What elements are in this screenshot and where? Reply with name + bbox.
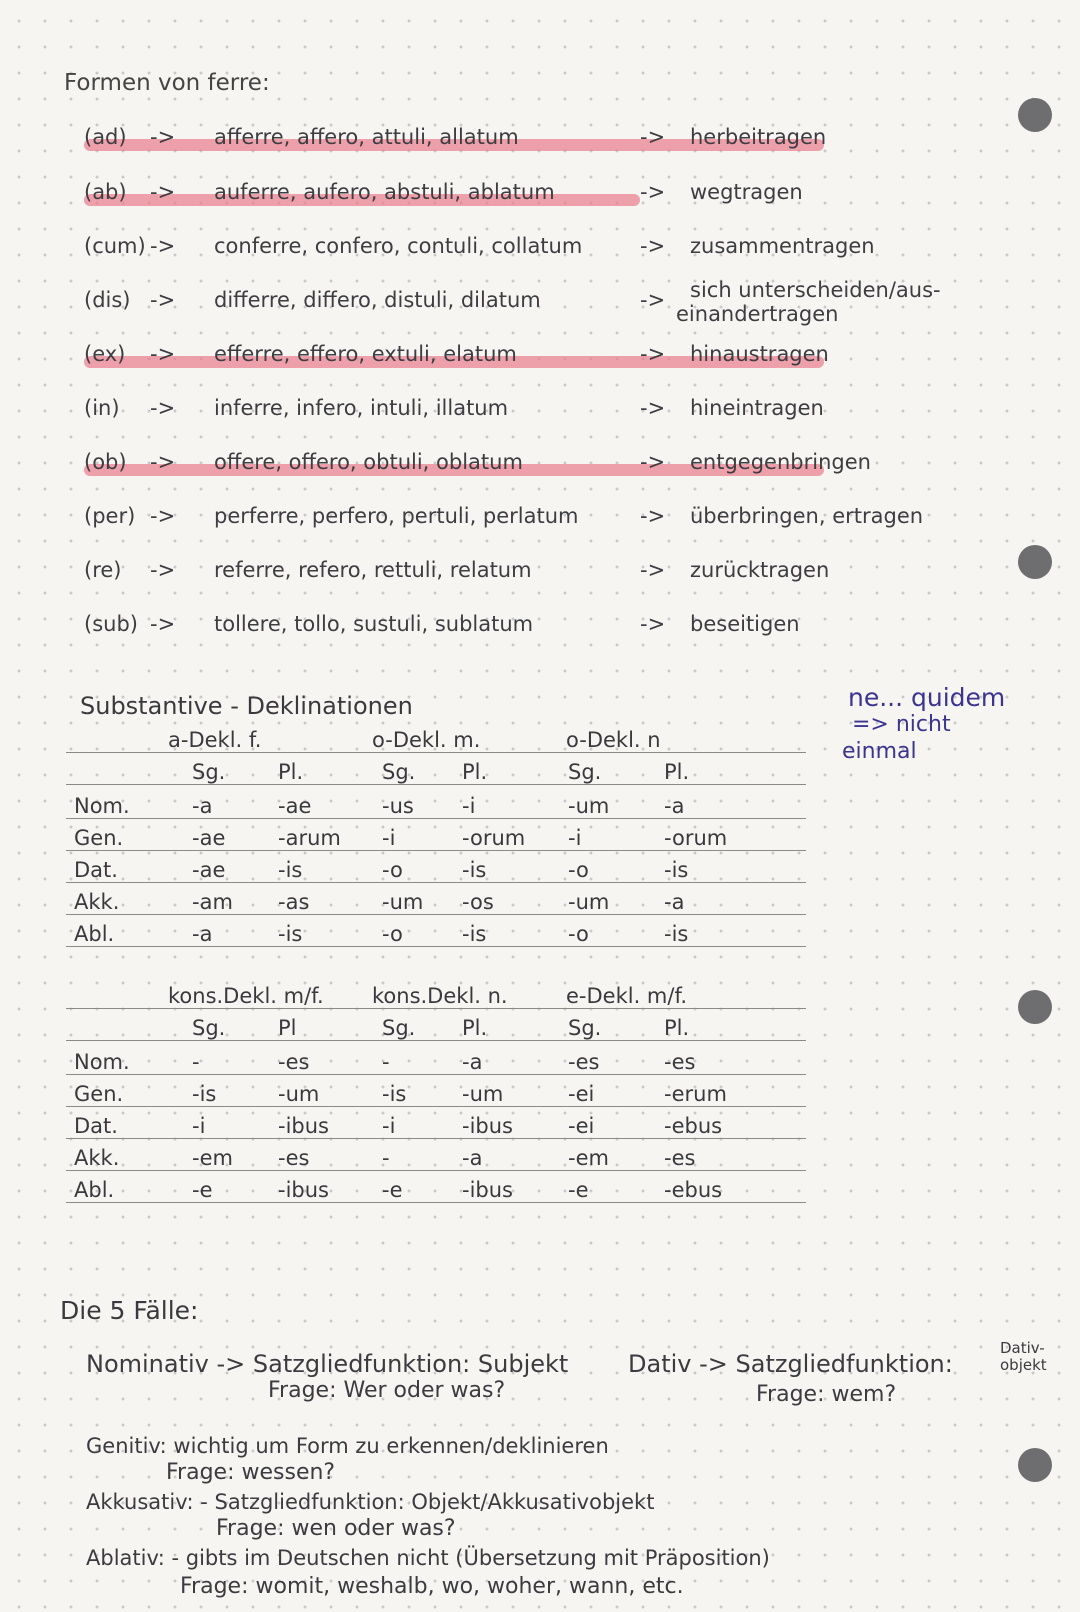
form-prefix: (sub) — [84, 612, 138, 636]
table-ending: -is — [664, 858, 689, 882]
arrow-icon: -> — [150, 558, 176, 582]
table-case-label: Dat. — [74, 858, 118, 882]
table-ending: -ibus — [462, 1178, 513, 1202]
arrow-icon: -> — [640, 450, 666, 474]
form-translation: wegtragen — [690, 180, 803, 204]
form-translation: hinaustragen — [690, 342, 829, 366]
binder-hole — [1018, 990, 1052, 1024]
table-case-label: Akk. — [74, 890, 120, 914]
form-principal-parts: auferre, aufero, abstuli, ablatum — [214, 180, 555, 204]
table-group-header: o-Dekl. n — [566, 728, 661, 752]
form-row — [84, 117, 1014, 157]
table-ending: -o — [382, 858, 403, 882]
form-row — [84, 496, 1014, 536]
form-principal-parts: perferre, perfero, pertuli, perlatum — [214, 504, 579, 528]
table-ending: -ae — [192, 826, 226, 850]
arrow-icon: -> — [640, 558, 666, 582]
case-akkusativ-question: Frage: wen oder was? — [216, 1516, 456, 1541]
table-rule — [66, 1074, 806, 1075]
form-row — [84, 172, 1014, 212]
table-ending: -i — [382, 826, 396, 850]
table-ending: -ae — [192, 858, 226, 882]
table-ending: -ibus — [278, 1178, 329, 1202]
form-prefix: (ob) — [84, 450, 127, 474]
table-ending: -is — [462, 858, 487, 882]
form-principal-parts: conferre, confero, contuli, collatum — [214, 234, 583, 258]
cases-heading: Die 5 Fälle: — [60, 1296, 199, 1325]
table-ending: -arum — [278, 826, 341, 850]
case-nominativ-question: Frage: Wer oder was? — [268, 1378, 506, 1403]
arrow-icon: -> — [150, 612, 176, 636]
form-prefix: (ex) — [84, 342, 126, 366]
table-rule — [66, 1202, 806, 1203]
table-number-header: Sg. — [382, 760, 416, 784]
form-translation: sich unterscheiden/aus- — [690, 278, 941, 302]
table-number-header: Pl — [278, 1016, 297, 1040]
table-rule — [66, 1106, 806, 1107]
table-ending: -ebus — [664, 1114, 723, 1138]
form-row — [84, 334, 1014, 374]
table-ending: -orum — [462, 826, 526, 850]
arrow-icon: -> — [150, 342, 176, 366]
form-row — [84, 442, 1014, 482]
table-ending: -es — [664, 1050, 696, 1074]
form-prefix: (cum) — [84, 234, 146, 258]
form-translation: entgegenbringen — [690, 450, 871, 474]
table-ending: -orum — [664, 826, 728, 850]
form-prefix: (re) — [84, 558, 122, 582]
form-prefix: (in) — [84, 396, 120, 420]
table-ending: -a — [462, 1050, 483, 1074]
table-case-label: Gen. — [74, 826, 124, 850]
table-ending: -ibus — [462, 1114, 513, 1138]
table-ending: -um — [278, 1082, 320, 1106]
table-ending: -am — [192, 890, 233, 914]
table-ending: -os — [462, 890, 494, 914]
table-rule — [66, 946, 806, 947]
form-row — [84, 604, 1014, 644]
table-ending: -is — [462, 922, 487, 946]
table-ending: -um — [462, 1082, 504, 1106]
arrow-icon: -> — [640, 180, 666, 204]
form-principal-parts: differre, differo, distuli, dilatum — [214, 288, 541, 312]
table-number-header: Pl. — [278, 760, 304, 784]
table-ending: -um — [382, 890, 424, 914]
table-rule — [66, 850, 806, 851]
table-number-header: Sg. — [192, 1016, 226, 1040]
table-ending: -em — [192, 1146, 233, 1170]
table-ending: -e — [568, 1178, 589, 1202]
arrow-icon: -> — [150, 504, 176, 528]
table-ending: -i — [192, 1114, 206, 1138]
table-case-label: Nom. — [74, 794, 130, 818]
table-ending: -e — [192, 1178, 213, 1202]
table-case-label: Abl. — [74, 922, 115, 946]
table-rule — [66, 1008, 806, 1009]
form-row — [84, 388, 1014, 428]
form-translation: herbeitragen — [690, 125, 827, 149]
binder-hole — [1018, 1448, 1052, 1482]
table-group-header: kons.Dekl. m/f. — [168, 984, 324, 1008]
table-rule — [66, 784, 806, 785]
table-ending: -a — [664, 794, 685, 818]
form-principal-parts: offere, offero, obtuli, oblatum — [214, 450, 523, 474]
table-ending: -um — [568, 890, 610, 914]
table-case-label: Dat. — [74, 1114, 118, 1138]
form-principal-parts: referre, refero, rettuli, relatum — [214, 558, 532, 582]
case-ablativ-question: Frage: womit, weshalb, wo, woher, wann, etc. — [180, 1574, 684, 1599]
table-ending: -a — [462, 1146, 483, 1170]
table-rule — [66, 818, 806, 819]
case-genitiv-question: Frage: wessen? — [166, 1460, 336, 1485]
table-rule — [66, 1138, 806, 1139]
table-case-label: Gen. — [74, 1082, 124, 1106]
table-ending: -em — [568, 1146, 609, 1170]
arrow-icon: -> — [640, 234, 666, 258]
form-translation-cont: einandertragen — [676, 302, 839, 326]
table-ending: -us — [382, 794, 414, 818]
table-case-label: Akk. — [74, 1146, 120, 1170]
table-group-header: o-Dekl. m. — [372, 728, 481, 752]
table-ending: -a — [192, 922, 213, 946]
table-rule — [66, 752, 806, 753]
form-prefix: (per) — [84, 504, 136, 528]
table-ending: -ae — [278, 794, 312, 818]
table-number-header: Sg. — [382, 1016, 416, 1040]
form-translation: überbringen, ertragen — [690, 504, 924, 528]
table-ending: -ei — [568, 1114, 595, 1138]
side-note-line: ne... quidem — [848, 683, 1006, 712]
form-prefix: (dis) — [84, 288, 131, 312]
table-ending: -ebus — [664, 1178, 723, 1202]
table-ending: -i — [462, 794, 476, 818]
arrow-icon: -> — [150, 396, 176, 420]
table-ending: -is — [278, 922, 303, 946]
side-note-line: => nicht — [852, 712, 951, 737]
table-group-header: a-Dekl. f. — [168, 728, 262, 752]
binder-hole — [1018, 545, 1052, 579]
table-ending: - — [382, 1146, 390, 1170]
table-rule — [66, 914, 806, 915]
table-number-header: Pl. — [664, 1016, 690, 1040]
table-number-header: Sg. — [568, 1016, 602, 1040]
page-title: Formen von ferre: — [64, 70, 270, 96]
table-ending: -is — [664, 922, 689, 946]
table-ending: - — [382, 1050, 390, 1074]
case-dativ-question: Frage: wem? — [756, 1382, 897, 1407]
form-translation: zusammentragen — [690, 234, 875, 258]
table-group-header: kons.Dekl. n. — [372, 984, 508, 1008]
table-rule — [66, 1040, 806, 1041]
case-dativ: Dativ -> Satzgliedfunktion: — [628, 1350, 953, 1378]
form-row — [84, 550, 1014, 590]
binder-hole — [1018, 98, 1052, 132]
case-akkusativ: Akkusativ: - Satzgliedfunktion: Objekt/Akkusativobjekt — [86, 1490, 655, 1514]
side-note — [842, 683, 1006, 765]
arrow-icon: -> — [150, 125, 176, 149]
form-translation: hineintragen — [690, 396, 824, 420]
arrow-icon: -> — [150, 180, 176, 204]
form-principal-parts: inferre, infero, intuli, illatum — [214, 396, 509, 420]
table-ending: -es — [568, 1050, 600, 1074]
table-ending: -o — [568, 858, 589, 882]
arrow-icon: -> — [640, 342, 666, 366]
declension-heading: Substantive - Deklinationen — [80, 692, 413, 720]
table-ending: -is — [192, 1082, 217, 1106]
arrow-icon: -> — [150, 234, 176, 258]
table-ending: -as — [278, 890, 310, 914]
table-ending: -es — [278, 1146, 310, 1170]
form-principal-parts: afferre, affero, attuli, allatum — [214, 125, 519, 149]
table-ending: -es — [278, 1050, 310, 1074]
form-principal-parts: efferre, effero, extuli, elatum — [214, 342, 517, 366]
form-prefix: (ab) — [84, 180, 127, 204]
table-number-header: Pl. — [462, 1016, 488, 1040]
arrow-icon: -> — [640, 288, 666, 312]
table-ending: -ei — [568, 1082, 595, 1106]
arrow-icon: -> — [640, 125, 666, 149]
table-ending: -i — [568, 826, 582, 850]
table-rule — [66, 1170, 806, 1171]
arrow-icon: -> — [640, 504, 666, 528]
table-ending: - — [192, 1050, 200, 1074]
side-note-line: einmal — [842, 739, 917, 764]
table-ending: -o — [382, 922, 403, 946]
table-ending: -a — [664, 890, 685, 914]
table-ending: -o — [568, 922, 589, 946]
case-dativ-object-line: Dativ- — [1000, 1339, 1045, 1357]
table-number-header: Sg. — [568, 760, 602, 784]
case-dativ-object-line: objekt — [1000, 1356, 1047, 1374]
arrow-icon: -> — [150, 450, 176, 474]
table-case-label: Abl. — [74, 1178, 115, 1202]
arrow-icon: -> — [150, 288, 176, 312]
case-ablativ: Ablativ: - gibts im Deutschen nicht (Übersetzung mit Präposition) — [86, 1546, 770, 1570]
form-translation: zurücktragen — [690, 558, 830, 582]
form-principal-parts: tollere, tollo, sustuli, sublatum — [214, 612, 534, 636]
table-number-header: Pl. — [462, 760, 488, 784]
table-number-header: Pl. — [664, 760, 690, 784]
arrow-icon: -> — [640, 396, 666, 420]
form-translation: beseitigen — [690, 612, 800, 636]
case-dativ-object — [1000, 1340, 1047, 1374]
form-row — [84, 226, 1014, 266]
table-ending: -um — [568, 794, 610, 818]
table-ending: -es — [664, 1146, 696, 1170]
table-ending: -a — [192, 794, 213, 818]
form-row — [84, 278, 1014, 326]
table-ending: -i — [382, 1114, 396, 1138]
table-ending: -erum — [664, 1082, 727, 1106]
table-ending: -is — [278, 858, 303, 882]
table-case-label: Nom. — [74, 1050, 130, 1074]
table-ending: -ibus — [278, 1114, 329, 1138]
table-number-header: Sg. — [192, 760, 226, 784]
table-ending: -is — [382, 1082, 407, 1106]
case-nominativ: Nominativ -> Satzgliedfunktion: Subjekt — [86, 1350, 569, 1378]
table-group-header: e-Dekl. m/f. — [566, 984, 688, 1008]
table-rule — [66, 882, 806, 883]
table-ending: -e — [382, 1178, 403, 1202]
arrow-icon: -> — [640, 612, 666, 636]
form-prefix: (ad) — [84, 125, 127, 149]
case-genitiv: Genitiv: wichtig um Form zu erkennen/deklinieren — [86, 1434, 609, 1458]
